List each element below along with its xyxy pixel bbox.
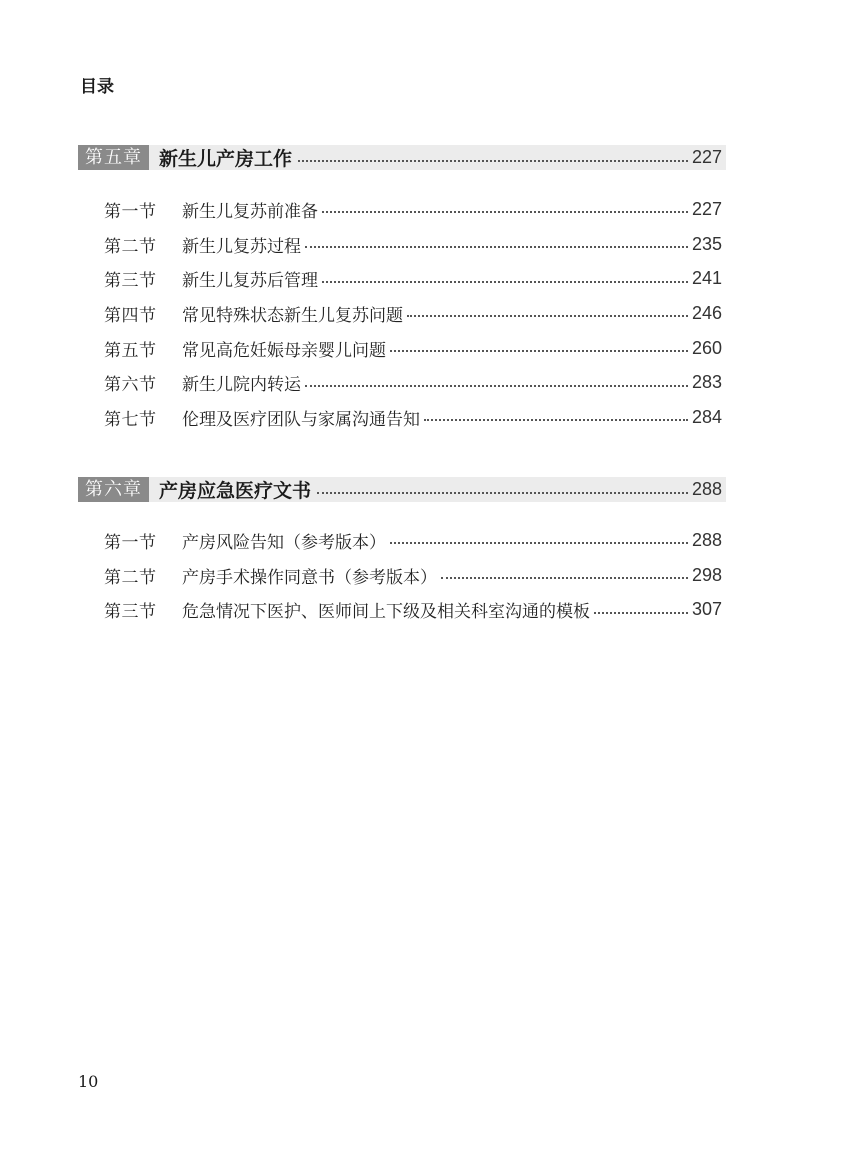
toc-entry — [104, 296, 722, 331]
dot-leader — [322, 211, 688, 213]
dot-leader — [594, 612, 688, 614]
section-title: 常见高危妊娠母亲婴儿问题 — [182, 340, 386, 361]
dot-leader — [298, 160, 688, 162]
chapter-label: 第五章 — [78, 145, 149, 170]
chapter-page-number: 227 — [691, 147, 722, 167]
section-page-number: 284 — [691, 406, 722, 427]
dot-leader — [441, 577, 688, 579]
chapter-page-number: 288 — [691, 479, 722, 499]
dot-leader — [305, 385, 688, 387]
running-title: 目录 — [80, 77, 114, 97]
section-page-number: 288 — [691, 529, 722, 550]
dot-leader — [305, 246, 688, 248]
toc-entry — [104, 558, 722, 593]
dot-leader — [390, 350, 688, 352]
toc-entry — [104, 592, 722, 627]
chapter-heading-6 — [78, 477, 726, 502]
section-number: 第五节 — [104, 340, 157, 361]
section-title: 新生儿复苏过程 — [182, 236, 301, 257]
toc-entry — [104, 400, 722, 435]
toc-entry — [104, 331, 722, 366]
section-title: 新生儿复苏前准备 — [182, 201, 318, 222]
toc-entry — [104, 192, 722, 227]
section-title: 新生儿复苏后管理 — [182, 271, 318, 292]
dot-leader — [424, 419, 688, 421]
section-title: 常见特殊状态新生儿复苏问题 — [182, 305, 403, 326]
section-page-number: 260 — [691, 337, 722, 358]
toc-entry — [104, 227, 722, 262]
section-page-number: 307 — [691, 599, 722, 620]
dot-leader — [322, 281, 688, 283]
toc-entry — [104, 523, 722, 558]
section-list-chapter-5 — [104, 192, 722, 435]
section-number: 第三节 — [104, 602, 157, 623]
chapter-title: 产房应急医疗文书 — [159, 480, 312, 502]
section-number: 第四节 — [104, 305, 157, 326]
section-page-number: 298 — [691, 564, 722, 585]
section-title: 危急情况下医护、医师间上下级及相关科室沟通的模板 — [182, 602, 590, 623]
toc-entry — [104, 365, 722, 400]
page-number: 10 — [78, 1072, 99, 1091]
section-page-number: 283 — [691, 372, 722, 393]
section-page-number: 241 — [691, 268, 722, 289]
chapter-label: 第六章 — [78, 477, 149, 502]
section-number: 第七节 — [104, 409, 157, 430]
section-number: 第一节 — [104, 532, 157, 553]
toc-entry — [104, 261, 722, 296]
chapter-title: 新生儿产房工作 — [159, 148, 293, 170]
dot-leader — [390, 542, 688, 544]
section-title: 伦理及医疗团队与家属沟通告知 — [182, 409, 420, 430]
section-title: 产房手术操作同意书（参考版本） — [182, 567, 437, 588]
section-list-chapter-6 — [104, 523, 722, 627]
dot-leader — [407, 315, 688, 317]
section-number: 第二节 — [104, 567, 157, 588]
section-number: 第一节 — [104, 201, 157, 222]
section-title: 新生儿院内转运 — [182, 375, 301, 396]
section-number: 第二节 — [104, 236, 157, 257]
dot-leader — [317, 492, 688, 494]
section-page-number: 246 — [691, 302, 722, 323]
section-page-number: 227 — [691, 198, 722, 219]
section-number: 第六节 — [104, 375, 157, 396]
section-page-number: 235 — [691, 233, 722, 254]
chapter-heading-5 — [78, 145, 726, 170]
section-number: 第三节 — [104, 271, 157, 292]
section-title: 产房风险告知（参考版本） — [182, 532, 386, 553]
